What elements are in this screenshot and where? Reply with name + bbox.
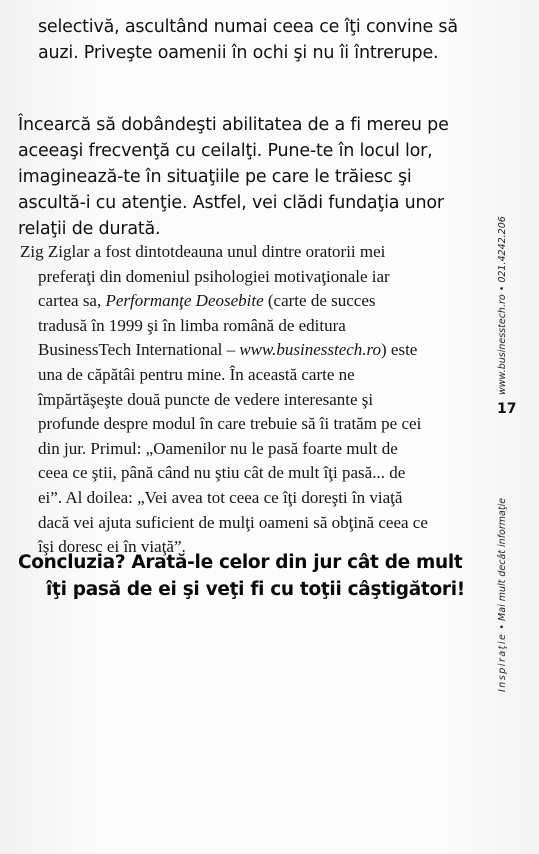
text-line: imaginează-te în situaţiile pe care le trăiesc şi [18,167,412,187]
text-line: din jur. Primul: „Oamenilor nu le pasă foarte mult de [38,438,398,458]
website-italic: www.businesstech.ro [239,340,382,360]
separator: • [497,620,508,633]
text-line: relaţii de durată. [18,219,161,239]
text-line [20,289,465,314]
paragraph-listening [38,14,468,66]
text-line: selectivă, ascultând numai ceea ce îţi convine să [38,17,458,37]
page-number: 17 [497,401,517,417]
text-line: Zig Ziglar a fost dintotdeauna unul dintre oratorii mei [20,242,386,261]
text-segment: (carte de succes [263,291,376,311]
paragraph-empathy [18,112,468,242]
text-line: ascultă-i cu atenţie. Astfel, vei clădi fundaţia unor [18,193,444,213]
text-line: împărtăşeşte două puncte de vedere interesante şi [38,389,374,409]
book-name: Inspiraţie [497,632,508,692]
text-line: tradusă în 1999 şi în limba română de editura [38,315,346,335]
conclusion-line: îţi pasă de ei şi veţi fi cu toţii câştigători! [46,579,465,600]
text-line: dacă vei ajuta suficient de mulţi oameni să obţină ceea ce [38,512,428,532]
book-subtitle: Mai mult decât informaţie [497,497,508,621]
book-title-italic: Performanţe Deosebite [105,291,264,311]
text-line: ceea ce ştii, până când nu ştiu cât de mult îţi pasă... de [38,463,406,483]
text-line: Încearcă să dobândeşti abilitatea de a fi mereu pe [18,115,449,135]
text-line: profunde despre modul în care trebuie să îi tratăm pe cei [38,414,422,434]
text-segment: BusinessTech International – [38,340,240,360]
text-segment: ) este [381,340,418,360]
text-line: îşi doresc ei în viaţă”. [38,537,186,557]
text-line: ei”. Al doilea: „Vei avea tot ceea ce îţi doreşti în viaţă [38,487,403,507]
sidebar-website: www.businesstech.ro • 021.4242.206 [497,216,508,395]
text-line: una de căpătâi pentru mine. În această carte ne [38,364,355,384]
sidebar-book-title [497,498,508,692]
conclusion-line: Concluzia? Arată-le celor din jur cât de mult [18,552,463,573]
paragraph-ziglar [20,240,465,560]
text-line: preferaţi din domeniul psihologiei motivaţionale iar [38,266,390,286]
text-line [20,338,465,363]
conclusion-heading [18,549,478,603]
text-line: aceeaşi frecvenţă cu ceilalţi. Pune-te în locul lor, [18,141,433,161]
text-segment: cartea sa, [38,291,106,311]
text-line: auzi. Priveşte oamenii în ochi şi nu îi întrerupe. [38,43,439,63]
